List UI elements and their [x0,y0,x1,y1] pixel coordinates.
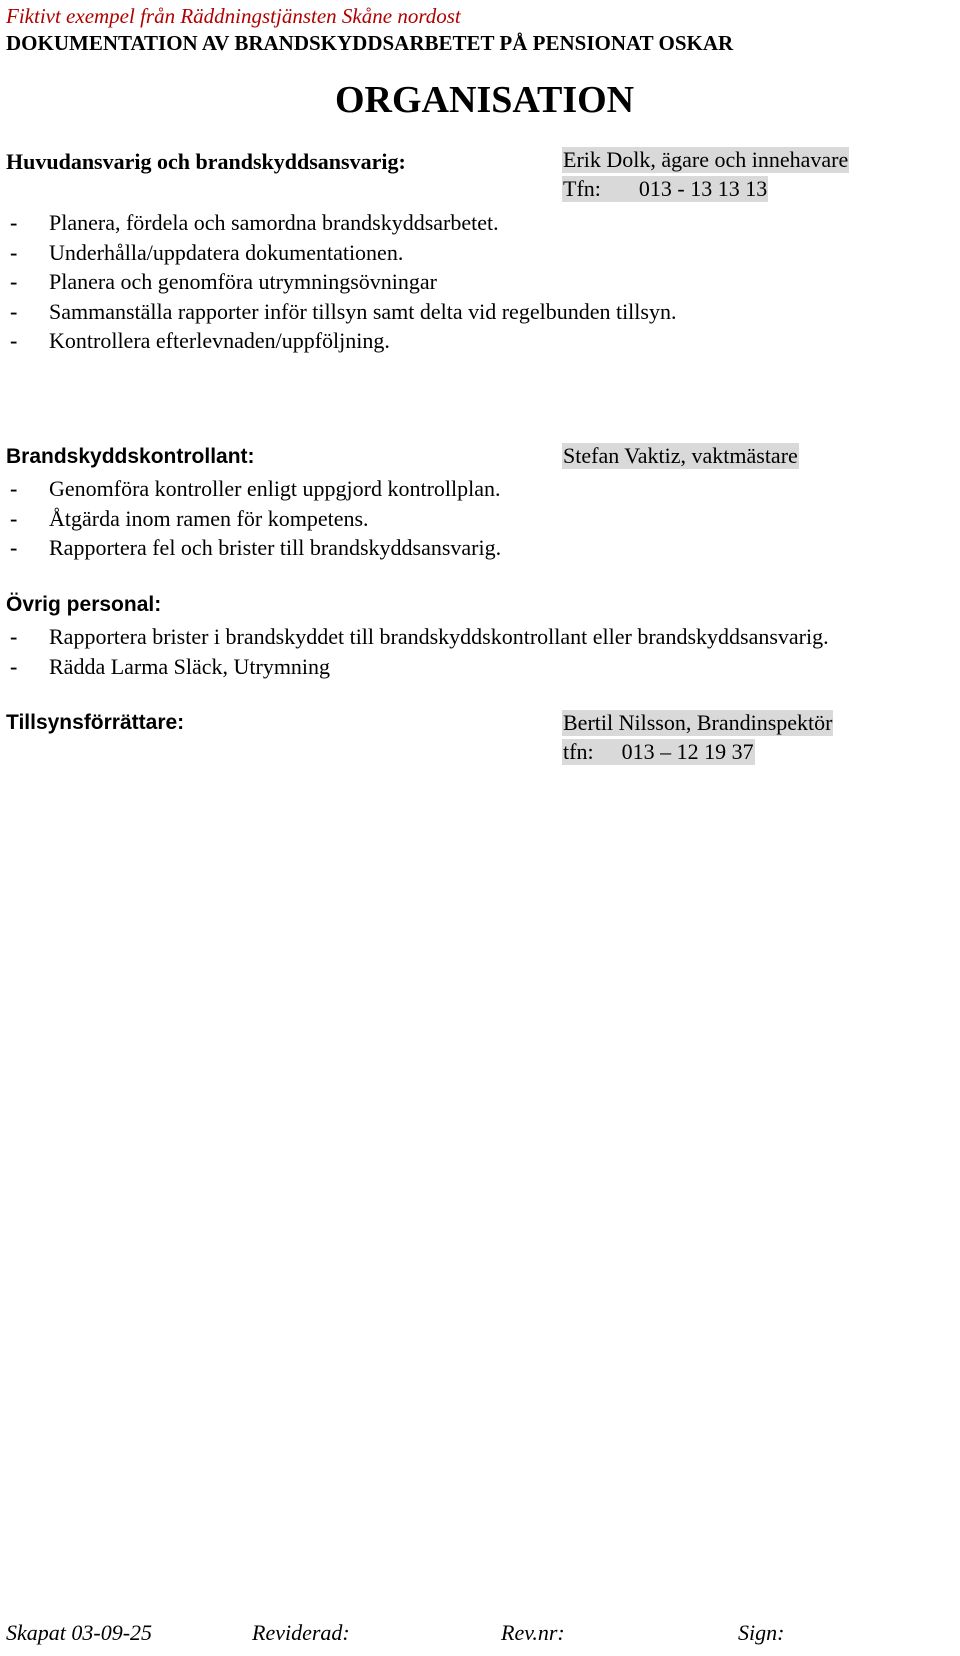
main-responsible-label: Huvudansvarig och brandskyddsansvarig: [6,149,406,174]
footer-created: Skapat 03-09-25 [6,1620,153,1645]
inspector-phone-label: tfn: [563,739,594,764]
page-title: ORGANISATION [335,79,635,121]
header-subtitle: Fiktivt exempel från Räddningstjänsten Skåne nordost [6,4,461,28]
controller-name: Stefan Vaktiz, vaktmästare [563,443,798,468]
footer-sign: Sign: [738,1620,785,1645]
main-responsible-phone-label: Tfn: [563,176,601,201]
inspector-name: Bertil Nilsson, Brandinspektör [563,710,833,735]
footer-rev-nr: Rev.nr: [501,1620,565,1645]
inspector-label: Tillsynsförrättare: [6,711,185,734]
inspector-phone [562,739,755,765]
main-responsible-name: Erik Dolk, ägare och innehavare [563,147,849,172]
header-title: DOKUMENTATION AV BRANDSKYDDSARBETET PÅ PENSIONAT OSKAR [6,31,734,55]
main-responsible-phone-number: 013 - 13 13 13 [638,176,768,201]
inspector-phone-number: 013 – 12 19 37 [621,739,754,764]
main-responsible-phone [562,176,768,202]
controller-label: Brandskyddskontrollant: [6,445,255,468]
footer-revised: Reviderad: [252,1620,350,1645]
other-staff-label: Övrig personal: [6,593,162,616]
